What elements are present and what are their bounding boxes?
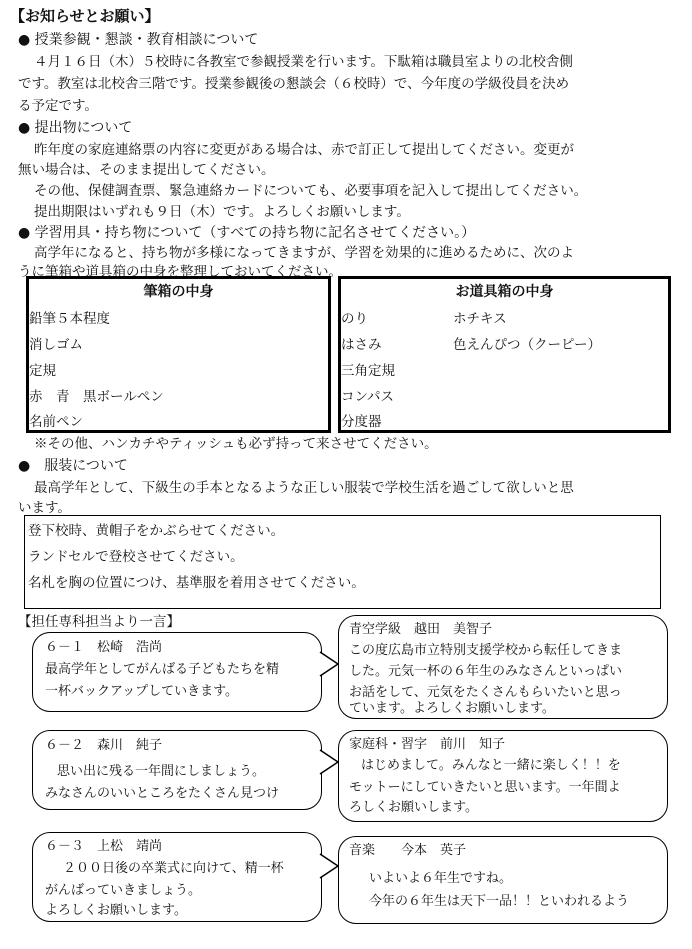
speech-tail [320, 748, 340, 778]
list-item: ホチキス [453, 311, 507, 327]
list-item: 分度器 [341, 414, 382, 430]
list-item: 消しゴム [29, 337, 83, 353]
bubble-line: 今年の６年生は天下一品！！といわれるよう [369, 894, 630, 909]
list-item: 色えんぴつ（クーピー） [453, 337, 601, 353]
bubble-line: モットーにしていきたいと思います。一年間よ [349, 780, 621, 795]
bubble-header: ６－２ 森川 純子 [45, 738, 163, 753]
paragraph-line: 昨年度の家庭連絡票の内容に変更がある場合は、赤で訂正して提出してください。変更が [34, 142, 574, 158]
page-title: 【お知らせとお願い】 [10, 7, 160, 25]
supplies-note: ※その他、ハンカチやティッシュも必ず持って来させてください。 [34, 436, 438, 452]
section-heading-supplies: ● 学習用具・持ち物について（すべての持ち物に記名させてください。） [18, 225, 476, 241]
bubble-line: 一杯バックアップしていきます。 [45, 684, 239, 699]
bubble-header: 家庭科・習字 前川 知子 [349, 737, 506, 752]
teachers-heading: 【担任専科担当より一言】 [18, 614, 180, 630]
speech-tail [320, 852, 340, 882]
list-item: はさみ [341, 337, 382, 353]
paragraph-line: 高学年になると、持ち物が多様になってきますが、学習を効果的に進めるために、次のよ [34, 245, 574, 261]
bubble-line: いよいよ６年生ですね。 [369, 871, 513, 886]
paragraph-line: その他、保健調査票、緊急連絡カードについても、必要事項を記入して提出してください。 [34, 183, 588, 199]
list-item: 赤 青 黒ボールペン [29, 389, 164, 405]
speech-bubble [32, 730, 322, 810]
bubble-line: ています。よろしくお願いします。 [349, 701, 555, 716]
bubble-line: みなさんのいいところをたくさん見つけ [45, 786, 280, 801]
speech-tail [320, 650, 340, 680]
speech-bubble [338, 836, 668, 924]
bubble-line: お話をして、元気をたくさんもらいたいと思っ [349, 685, 622, 700]
paragraph-line: います。 [18, 500, 71, 516]
pencilcase-title: 筆箱の中身 [143, 284, 214, 300]
list-item: 登下校時、黄帽子をかぶらせてください。 [28, 523, 285, 539]
list-item: 名前ペン [29, 414, 83, 430]
paragraph-line: る予定です。 [18, 98, 98, 114]
bubble-line: この度広島市立特別支援学校から転任してきま [349, 643, 623, 658]
bubble-header: 音楽 今本 英子 [349, 843, 467, 858]
speech-bubble [338, 730, 668, 822]
section-heading-class-visit: ● 授業参観・懇談・教育相談について [18, 32, 259, 48]
bubble-line: 思い出に残る一年間にしましょう。 [57, 764, 266, 779]
speech-bubble [32, 632, 322, 712]
list-item: 定規 [29, 363, 56, 379]
toolbox-title: お道具箱の中身 [455, 284, 554, 300]
bubble-header: ６－１ 松崎 浩尚 [45, 640, 163, 655]
speech-bubble [338, 615, 668, 719]
list-item: 鉛筆５本程度 [29, 311, 110, 327]
clothing-rules-box [24, 515, 661, 609]
list-item: ランドセルで登校させてください。 [28, 549, 244, 565]
bubble-line: した。元気一杯の６年生のみなさんといっぱい [349, 664, 623, 679]
paragraph-line: 提出期限はいずれも９日（木）です。よろしくお願いします。 [34, 204, 410, 220]
bubble-header: 青空学級 越田 美智子 [349, 622, 493, 637]
speech-bubble [32, 832, 322, 922]
bubble-line: 最高学年としてがんばる子どもたちを精 [45, 662, 280, 677]
bubble-line: はじめまして。みんなと一緒に楽しく！！を [361, 758, 621, 773]
toolbox-box [338, 276, 671, 433]
paragraph-line: ４月１６日（木）５校時に各教室で参観授業を行います。下駄箱は職員室よりの北校舎側 [34, 54, 573, 70]
section-heading-clothing: ● 服装について [18, 458, 128, 474]
paragraph-line: です。教室は北校舎三階です。授業参観後の懇談会（６校時）で、今年度の学級役員を決め [18, 76, 570, 92]
pencilcase-box [26, 276, 331, 433]
paragraph-line: うに筆箱や道具箱の中身を整理しておいてください。 [18, 264, 342, 280]
bubble-header: ６－３ 上松 靖尚 [45, 839, 163, 854]
paragraph-line: 最高学年として、下級生の手本となるような正しい服装で学校生活を過ごして欲しいと思 [34, 480, 574, 496]
list-item: 三角定規 [341, 363, 395, 379]
bubble-line: ２００日後の卒業式に向けて、精一杯 [63, 861, 284, 876]
paragraph-line: 無い場合は、そのまま提出してください。 [18, 162, 275, 178]
list-item: のり [341, 311, 368, 327]
bubble-line: よろしくお願いします。 [45, 903, 187, 918]
bubble-line: ろしくお願いします。 [349, 800, 478, 815]
section-heading-submissions: ● 提出物について [18, 120, 133, 136]
list-item: 名札を胸の位置につけ、基準服を着用させてください。 [28, 575, 365, 591]
list-item: コンパス [341, 389, 395, 405]
bubble-line: がんばっていきましょう。 [45, 883, 202, 898]
